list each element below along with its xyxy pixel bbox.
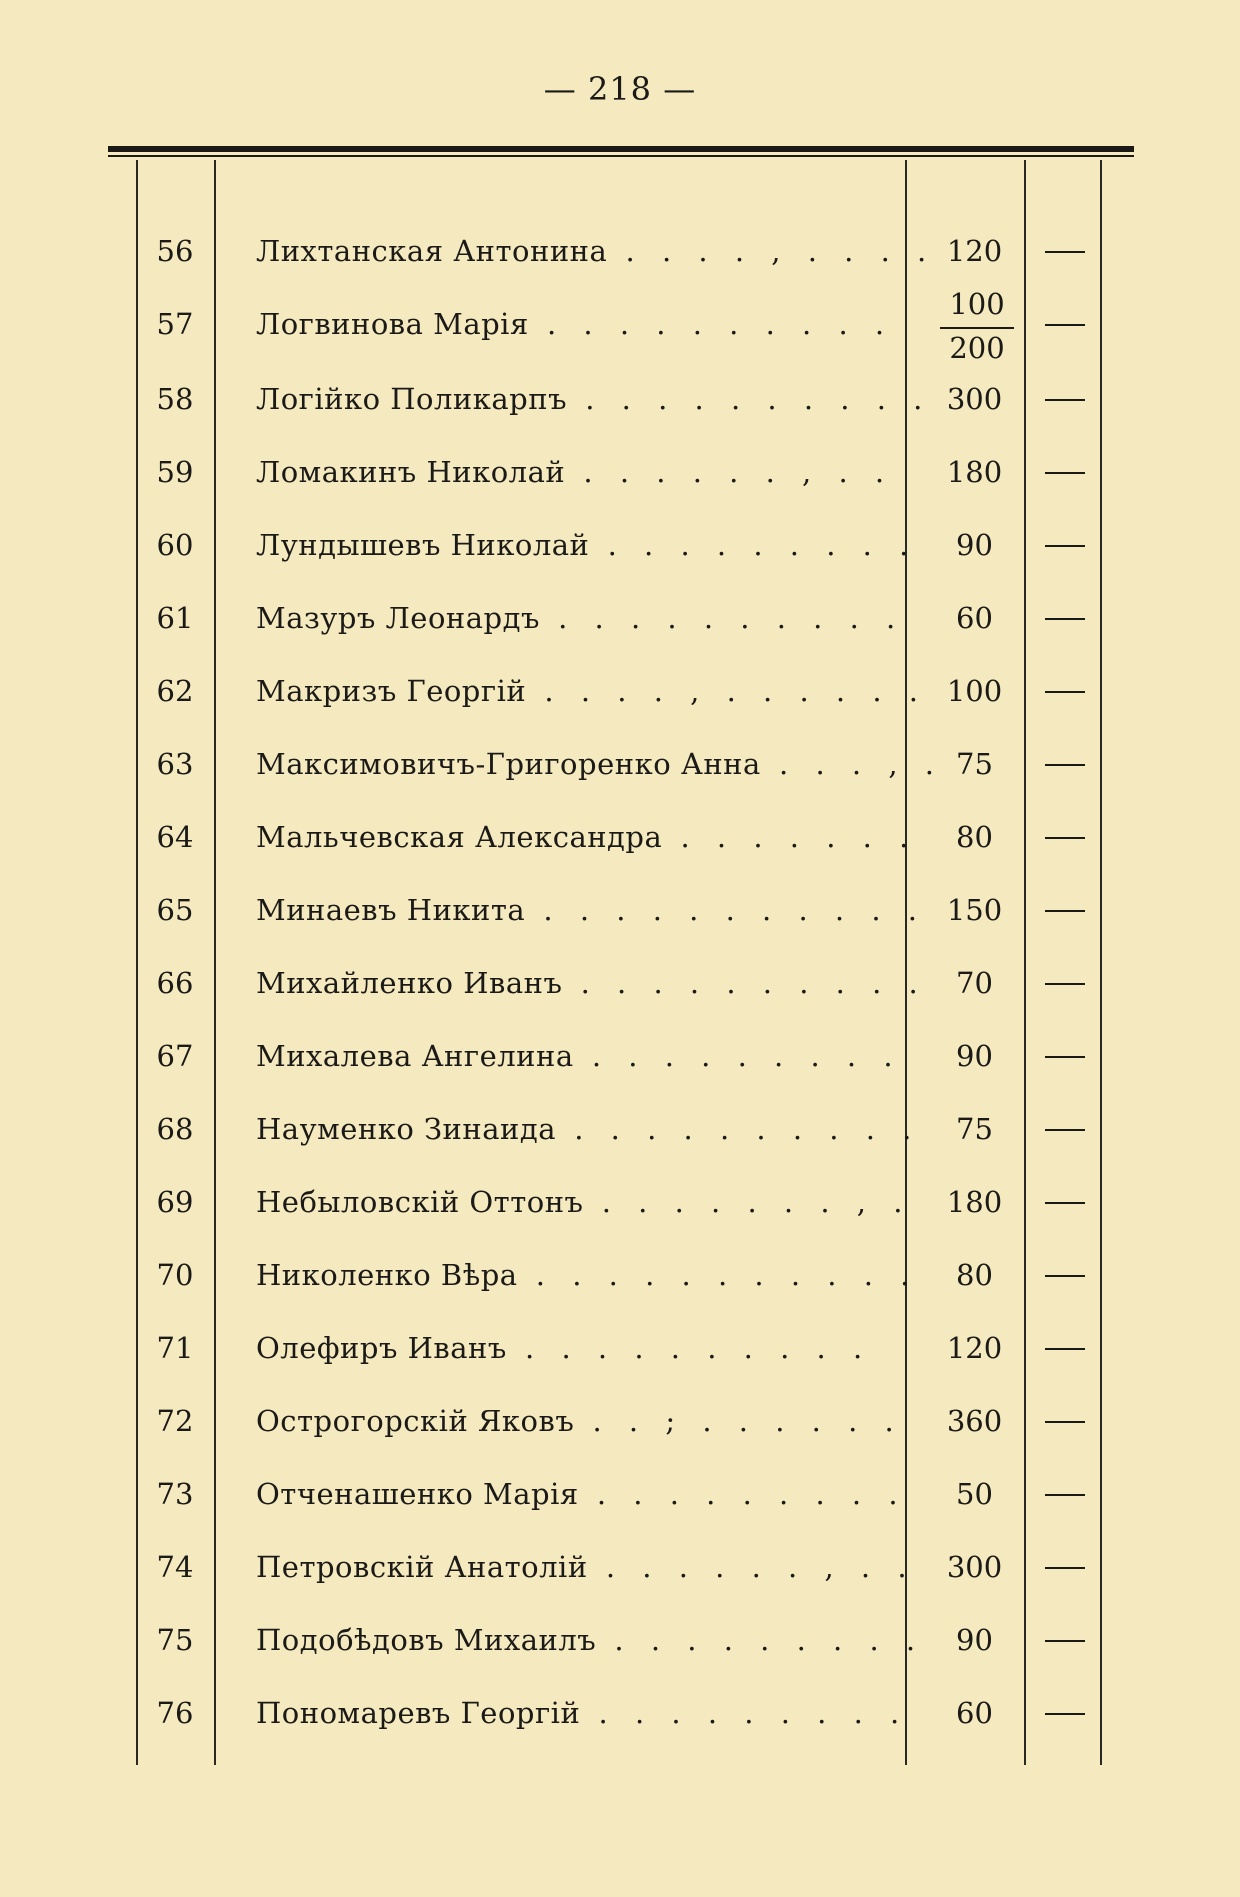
row-number: 76 — [156, 1695, 194, 1730]
row-dash — [1045, 1129, 1085, 1131]
row-dash — [1045, 399, 1085, 401]
row-name: Мальчевская Александра . . . . . . . — [256, 819, 918, 854]
row-dash — [1045, 1640, 1085, 1642]
row-number: 61 — [156, 600, 194, 635]
row-number: 72 — [156, 1403, 194, 1438]
table-row — [0, 1676, 1212, 1749]
row-number: 74 — [156, 1549, 194, 1584]
row-amount: 180 — [946, 1184, 1003, 1219]
row-name: Лундышевъ Николай . . . . . . . . . — [256, 527, 918, 562]
table-row — [0, 508, 1212, 581]
row-amount: 120 — [946, 1330, 1003, 1365]
table-row — [0, 287, 1212, 365]
table-row — [0, 1165, 1212, 1238]
row-name: Максимовичъ-Григоренко Анна . . . , . — [256, 746, 943, 781]
row-dash — [1045, 910, 1085, 912]
row-amount: 70 — [956, 965, 993, 1000]
row-name: Макризъ Георгій . . . . , . . . . . . — [256, 673, 927, 708]
table-row — [0, 214, 1212, 287]
row-amount: 75 — [956, 746, 993, 781]
row-name: Николенко Вѣра . . . . . . . . . . . — [256, 1257, 919, 1292]
row-amount: 300 — [946, 381, 1003, 416]
row-dash — [1045, 251, 1085, 253]
row-number: 60 — [156, 527, 194, 562]
row-name: Острогорскій Яковъ . . ; . . . . . . — [256, 1403, 903, 1438]
row-name: Подобѣдовъ Михаилъ . . . . . . . . . — [256, 1622, 925, 1657]
row-number: 73 — [156, 1476, 194, 1511]
row-dash — [1045, 837, 1085, 839]
table-row — [0, 362, 1212, 435]
row-dash — [1045, 545, 1085, 547]
row-dash — [1045, 472, 1085, 474]
row-amount: 75 — [956, 1111, 993, 1146]
row-amount: 300 — [946, 1549, 1003, 1584]
row-name: Лихтанская Антонина . . . . , . . . . — [256, 233, 936, 268]
row-dash — [1045, 983, 1085, 985]
row-number: 62 — [156, 673, 194, 708]
row-dash — [1045, 764, 1085, 766]
row-dash — [1045, 1713, 1085, 1715]
row-amount: 60 — [956, 1695, 993, 1730]
table-row — [0, 873, 1212, 946]
row-number: 59 — [156, 454, 194, 489]
row-name: Ломакинъ Николай . . . . . . , . . — [256, 454, 894, 489]
row-dash — [1045, 618, 1085, 620]
row-dash — [1045, 1348, 1085, 1350]
row-name: Пономаревъ Георгій . . . . . . . . . — [256, 1695, 909, 1730]
row-dash — [1045, 1567, 1085, 1569]
row-number: 68 — [156, 1111, 194, 1146]
row-amount: 150 — [946, 892, 1003, 927]
row-number: 57 — [156, 306, 194, 341]
row-amount: 60 — [956, 600, 993, 635]
row-dash — [1045, 1494, 1085, 1496]
row-number: 75 — [156, 1622, 194, 1657]
table-row — [0, 800, 1212, 873]
row-name: Отченашенко Марія . . . . . . . . . — [256, 1476, 907, 1511]
row-name: Минаевъ Никита . . . . . . . . . . . — [256, 892, 927, 927]
row-amount: 120 — [946, 233, 1003, 268]
row-dash — [1045, 1275, 1085, 1277]
row-amount: 80 — [956, 819, 993, 854]
row-name: Логійко Поликарпъ . . . . . . . . . . — [256, 381, 932, 416]
table-row — [0, 1311, 1212, 1384]
row-name: Науменко Зинаида . . . . . . . . . . — [256, 1111, 921, 1146]
table-row — [0, 1457, 1212, 1530]
row-dash — [1045, 1056, 1085, 1058]
row-name: Олефиръ Иванъ . . . . . . . . . . — [256, 1330, 872, 1365]
table-row — [0, 1092, 1212, 1165]
row-number: 69 — [156, 1184, 194, 1219]
row-name: Мазуръ Леонардъ . . . . . . . . . . — [256, 600, 905, 635]
row-number: 66 — [156, 965, 194, 1000]
row-name: Михалева Ангелина . . . . . . . . . — [256, 1038, 902, 1073]
table-row — [0, 1530, 1212, 1603]
row-amount: 180 — [946, 454, 1003, 489]
row-number: 67 — [156, 1038, 194, 1073]
table-row — [0, 435, 1212, 508]
row-number: 56 — [156, 233, 194, 268]
table-row — [0, 1019, 1212, 1092]
fraction-line — [940, 327, 1014, 329]
table-row — [0, 727, 1212, 800]
row-amount: 50 — [956, 1476, 993, 1511]
row-name: Петровскій Анатолій . . . . . . , . . — [256, 1549, 916, 1584]
page-number: — 218 — — [543, 70, 697, 108]
table-row — [0, 654, 1212, 727]
table-row — [0, 1603, 1212, 1676]
row-name: Небыловскій Оттонъ . . . . . . . , . — [256, 1184, 912, 1219]
row-number: 71 — [156, 1330, 194, 1365]
row-dash — [1045, 1202, 1085, 1204]
row-number: 70 — [156, 1257, 194, 1292]
row-amount-top: 100 — [949, 287, 1005, 321]
row-number: 64 — [156, 819, 194, 854]
row-name: Михайленко Иванъ . . . . . . . . . . — [256, 965, 927, 1000]
row-dash — [1045, 324, 1085, 326]
table-row — [0, 581, 1212, 654]
table-row — [0, 946, 1212, 1019]
row-amount: 90 — [956, 1622, 993, 1657]
row-amount: 90 — [956, 1038, 993, 1073]
row-dash — [1045, 1421, 1085, 1423]
row-number: 63 — [156, 746, 194, 781]
table-row — [0, 1384, 1212, 1457]
row-number: 65 — [156, 892, 194, 927]
row-amount: 80 — [956, 1257, 993, 1292]
row-name: Логвинова Марія . . . . . . . . . . — [256, 306, 894, 341]
row-amount: 360 — [946, 1403, 1003, 1438]
row-amount: 90 — [956, 527, 993, 562]
row-dash — [1045, 691, 1085, 693]
row-number: 58 — [156, 381, 194, 416]
row-amount: 100 — [946, 673, 1003, 708]
table-row — [0, 1238, 1212, 1311]
row-amount-bottom: 200 — [949, 331, 1005, 365]
